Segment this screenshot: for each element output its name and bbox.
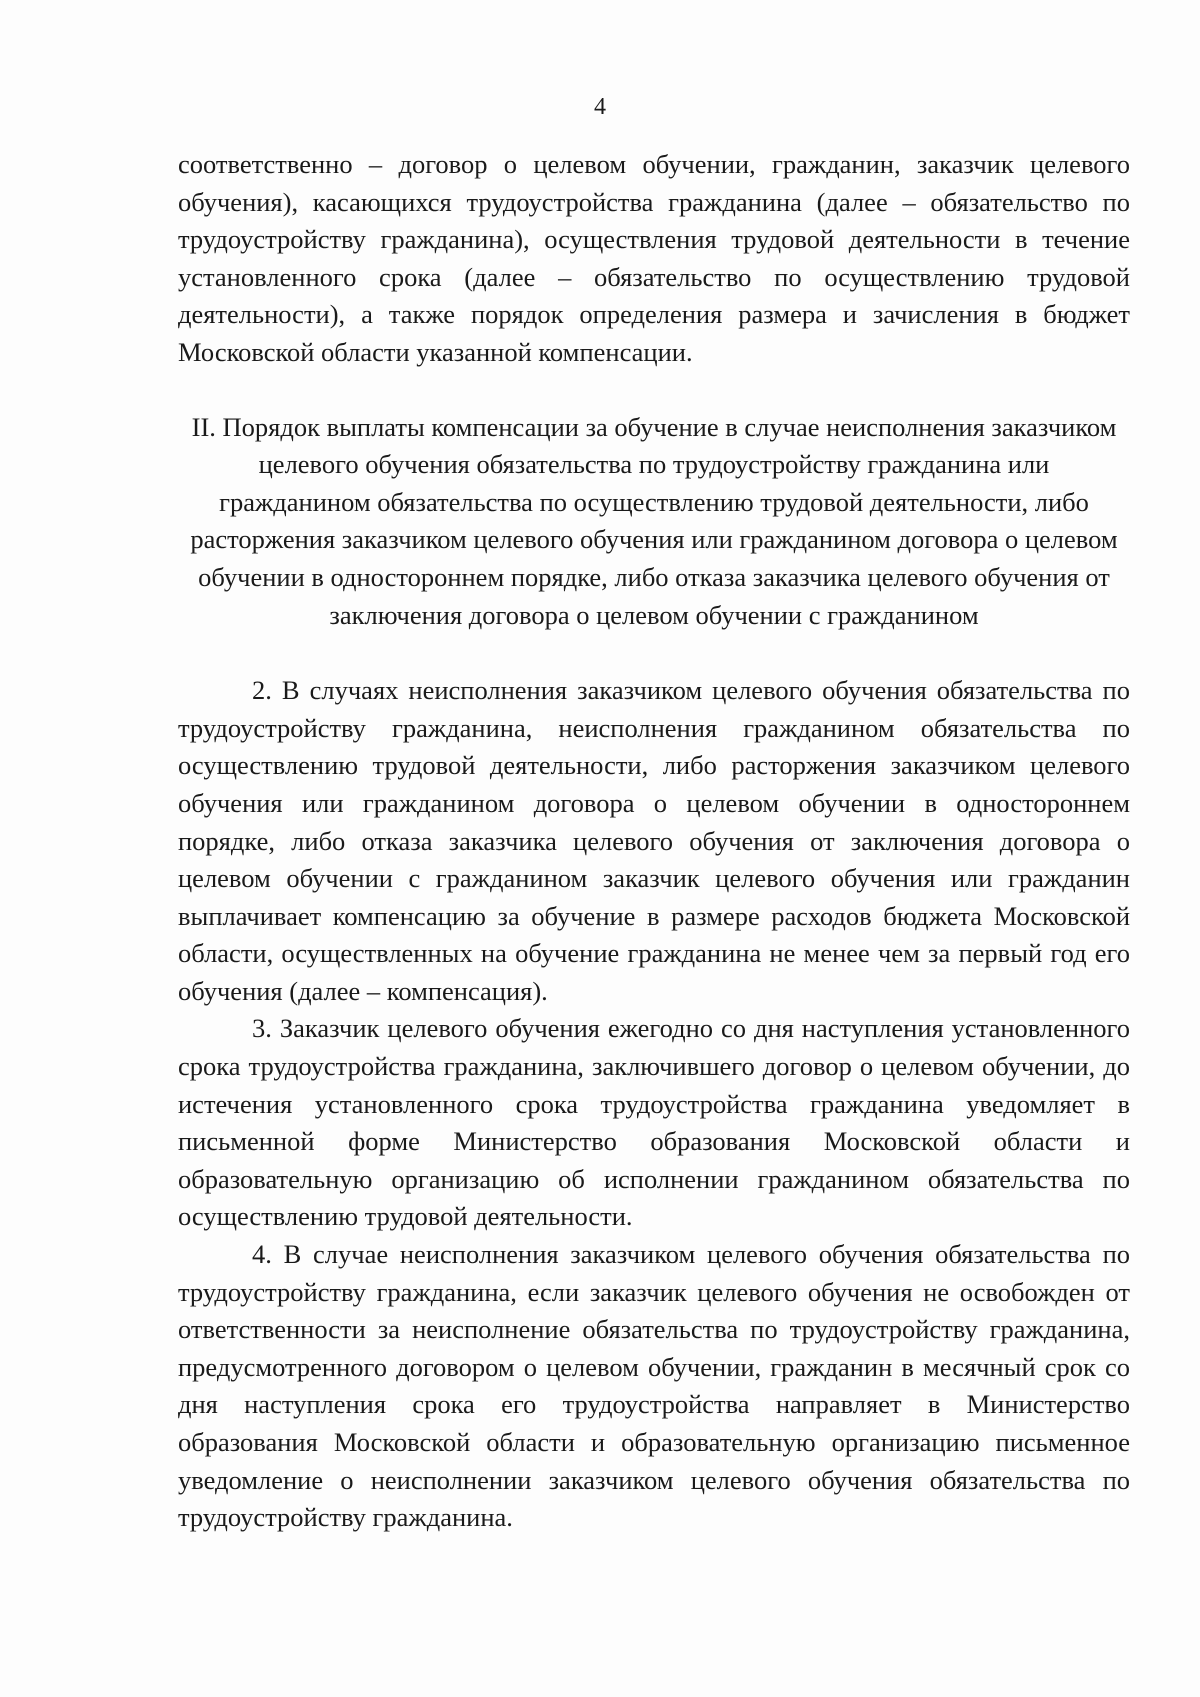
section-heading: II. Порядок выплаты компенсации за обучение в случае неисполнения заказчиком целевого обучения обязательства по трудоустройству гражданина или гражданином обязательства по осуществлению трудовой деятельности, либо расторжения заказчиком целевого обучения или гражданином договора о целевом обучении в одностороннем порядке, либо отказа заказчика целевого обучения от заключения договора о целевом обучении с гражданином [190, 411, 1118, 630]
intro-paragraph: соответственно – договор о целевом обучении, гражданин, заказчик целевого обучения), касающихся трудоустройства гражданина (далее – обязательство по трудоустройству гражданина), осуществления трудовой деятельности в течение установленного срока (далее – обязательство по осуществлению трудовой деятельности), а также порядок определения размера и зачисления в бюджет Московской области указанной компенсации. [178, 149, 1130, 367]
document-body [178, 146, 1130, 1537]
page-number: 4 [594, 94, 606, 120]
paragraph-2: 2. В случаях неисполнения заказчиком целевого обучения обязательства по трудоустройству гражданина, неисполнения гражданином обязательства по осуществлению трудовой деятельности, либо расторжения заказчиком целевого обучения или гражданином договора о целевом обучении в одностороннем порядке, либо отказа заказчика целевого обучения от заключения договора о целевом обучении с гражданином заказчик целевого обучения или гражданин выплачивает компенсацию за обучение в размере расходов бюджета Московской области, осуществленных на обучение гражданина не менее чем за первый год его обучения (далее – компенсация). [178, 675, 1130, 1006]
paragraph-4: 4. В случае неисполнения заказчиком целевого обучения обязательства по трудоустройству гражданина, если заказчик целевого обучения не освобожден от ответственности за неисполнение обязательства по трудоустройству гражданина, предусмотренного договором о целевом обучении, гражданин в месячный срок со дня наступления срока его трудоустройства направляет в Министерство образования Московской области и образовательную организацию письменное уведомление о неисполнении заказчиком целевого обучения обязательства по трудоустройству гражданина. [178, 1239, 1130, 1533]
paragraph-3: 3. Заказчик целевого обучения ежегодно со дня наступления установленного срока трудоустройства гражданина, заключившего договор о целевом обучении, до истечения установленного срока трудоустройства гражданина уведомляет в письменной форме Министерство образования Московской области и образовательную организацию об исполнении гражданином обязательства по осуществлению трудовой деятельности. [178, 1013, 1130, 1232]
